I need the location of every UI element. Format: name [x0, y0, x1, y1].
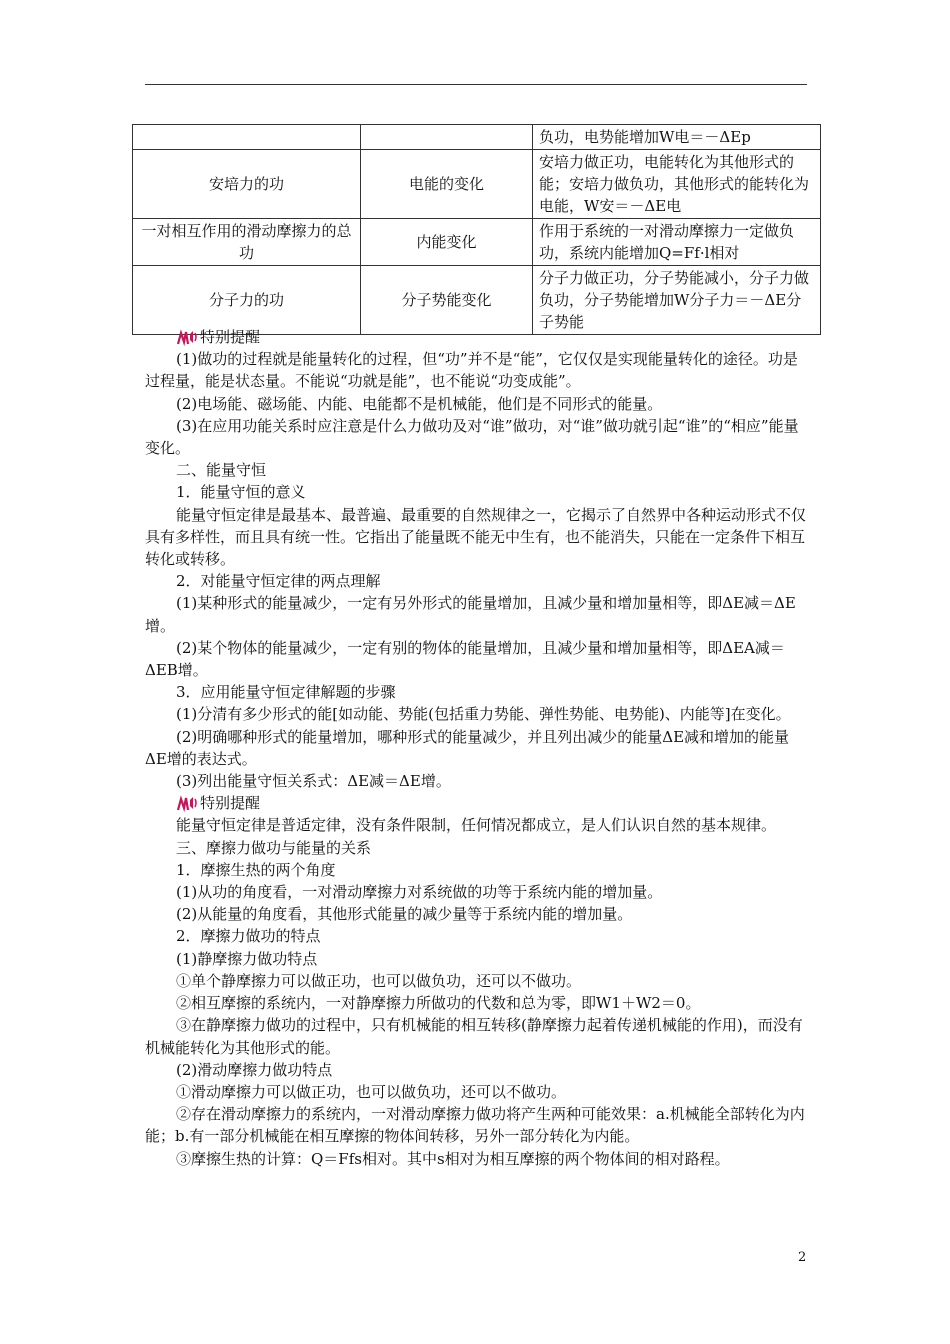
table-row: [133, 125, 821, 150]
reminder-label: 特别提醒: [200, 328, 261, 346]
subsection-heading: 2．摩擦力做功的特点: [176, 927, 321, 946]
table-cell: 分子势能变化: [361, 266, 533, 335]
paragraph: ③摩擦生热的计算：Q＝Ffs相对。其中s相对为相互摩擦的两个物体间的相对路程。: [176, 1149, 730, 1168]
paragraph: (2)明确哪种形式的能量增加，哪种形式的能量减少，并且列出减少的能量ΔE减和增加的能量ΔE增的表达式。: [145, 727, 790, 768]
special-reminder: [145, 792, 810, 814]
paragraph: 能量守恒定律是最基本、最普遍、最重要的自然规律之一，它揭示了自然界中各种运动形式不仅具有多样性，而且具有统一性。它指出了能量既不能无中生有，也不能消失，只能在一定条件下相互转化或转移。: [145, 505, 807, 569]
paragraph: (2)滑动摩擦力做功特点: [176, 1060, 333, 1079]
paragraph: (1)分清有多少形式的能[如动能、势能(包括重力势能、弹性势能、电势能)、内能等]在变化。: [176, 705, 791, 724]
table-cell: 电能的变化: [361, 150, 533, 219]
section-heading: 三、摩擦力做功与能量的关系: [176, 838, 372, 857]
energy-table: [132, 124, 821, 335]
table-cell: 作用于系统的一对滑动摩擦力一定做负功，系统内能增加Q=Ff·l相对: [533, 219, 821, 266]
reminder-label: 特别提醒: [200, 794, 261, 813]
header-rule: [145, 84, 807, 85]
paragraph: ②相互摩擦的系统内，一对静摩擦力所做功的代数和总为零，即W1＋W2＝0。: [176, 994, 701, 1013]
paragraph: (2)某个物体的能量减少，一定有别的物体的能量增加，且减少量和增加量相等，即ΔEA减＝ΔEB增。: [145, 638, 785, 680]
table-row: [133, 219, 821, 266]
table-cell: 负功，电势能增加W电＝－ΔEp: [533, 125, 821, 150]
paragraph: ①滑动摩擦力可以做正功，也可以做负功，还可以不做功。: [176, 1082, 567, 1101]
paragraph: (1)从功的角度看，一对滑动摩擦力对系统做的功等于系统内能的增加量。: [176, 883, 663, 902]
table-cell: [361, 125, 533, 150]
main-content: [145, 326, 810, 1170]
page-number: 2: [798, 1250, 807, 1265]
paragraph: ③在静摩擦力做功的过程中，只有机械能的相互转移(静摩擦力起着传递机械能的作用)，而没有机械能转化为其他形式的能。: [145, 1016, 803, 1057]
subsection-heading: 3．应用能量守恒定律解题的步骤: [176, 683, 396, 702]
paragraph: (2)电场能、磁场能、内能、电能都不是机械能，他们是不同形式的能量。: [176, 394, 663, 413]
paragraph: ①单个静摩擦力可以做正功，也可以做负功，还可以不做功。: [176, 971, 582, 990]
table-cell: [133, 125, 361, 150]
reminder-icon: [176, 794, 198, 812]
paragraph: (3)列出能量守恒关系式：ΔE减＝ΔE增。: [176, 772, 451, 791]
paragraph: (1)静摩擦力做功特点: [176, 949, 318, 968]
subsection-heading: 1．能量守恒的意义: [176, 483, 306, 502]
table-cell: 内能变化: [361, 219, 533, 266]
subsection-heading: 2．对能量守恒定律的两点理解: [176, 572, 381, 591]
paragraph: 能量守恒定律是普适定律，没有条件限制，任何情况都成立，是人们认识自然的基本规律。: [176, 816, 777, 835]
table-row: [133, 150, 821, 219]
table-cell: 分子力的功: [133, 266, 361, 335]
table-cell: 安培力的功: [133, 150, 361, 219]
reminder-icon: [176, 328, 198, 346]
paragraph: (2)从能量的角度看，其他形式能量的减少量等于系统内能的增加量。: [176, 905, 633, 924]
paragraph: ②存在滑动摩擦力的系统内，一对滑动摩擦力做功将产生两种可能效果：a.机械能全部转化为内能；b.有一部分机械能在相互摩擦的物体间转移，另外一部分转化为内能。: [145, 1105, 805, 1146]
paragraph: (3)在应用功能关系时应注意是什么力做功及对“谁”做功，对“谁”做功就引起“谁”的“相应”能量变化。: [145, 416, 799, 458]
table-cell: 一对相互作用的滑动摩擦力的总功: [133, 219, 361, 266]
table-row: [133, 266, 821, 335]
special-reminder: [145, 326, 810, 348]
subsection-heading: 1．摩擦生热的两个角度: [176, 860, 336, 879]
section-heading: 二、能量守恒: [176, 461, 267, 480]
table-cell: 安培力做正功，电能转化为其他形式的能；安培力做负功，其他形式的能转化为电能，W安＝－ΔE电: [533, 150, 821, 219]
paragraph: (1)做功的过程就是能量转化的过程，但“功”并不是“能”，它仅仅是实现能量转化的途径。功是过程量，能是状态量。不能说“功就是能”，也不能说“功变成能”。: [145, 350, 798, 391]
table-cell: 分子力做正功，分子势能减小，分子力做负功，分子势能增加W分子力＝－ΔE分子势能: [533, 266, 821, 335]
paragraph: (1)某种形式的能量减少，一定有另外形式的能量增加，且减少量和增加量相等，即ΔE减＝ΔE增。: [145, 594, 796, 635]
